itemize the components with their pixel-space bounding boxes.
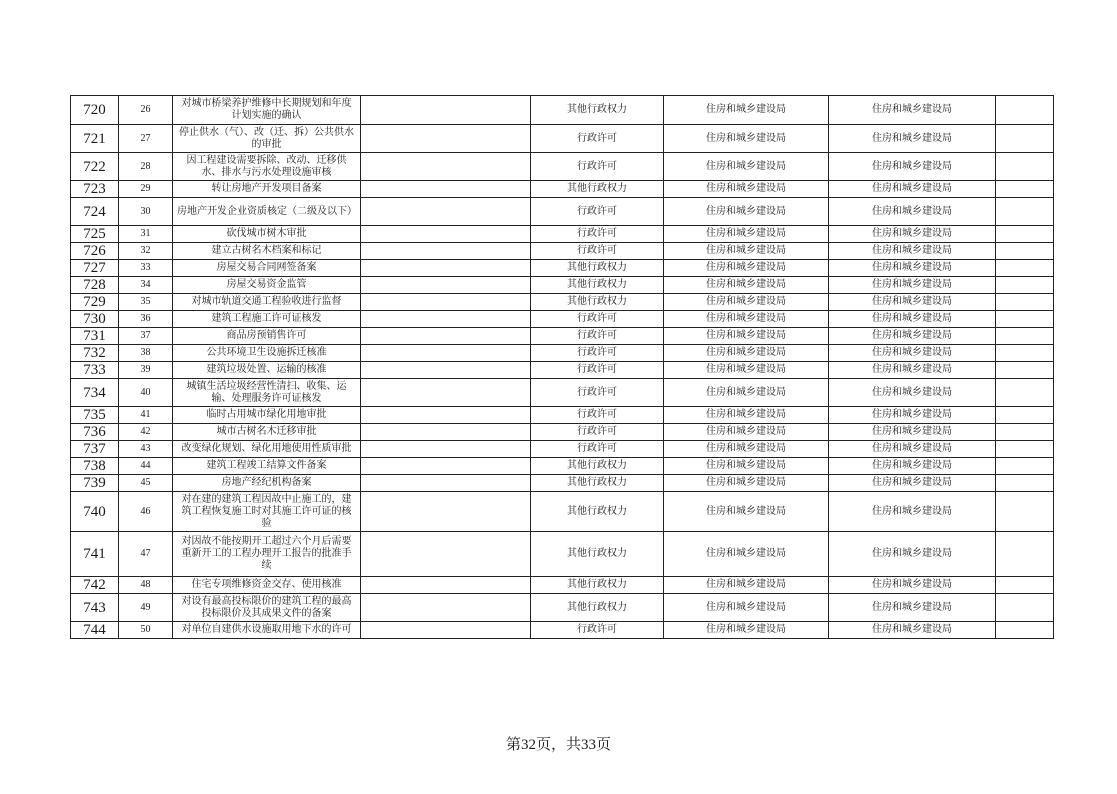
row-power-type: 行政许可 <box>531 311 664 328</box>
row-number: 27 <box>119 125 173 153</box>
table-row <box>71 198 1054 226</box>
row-seq: 724 <box>71 198 119 226</box>
row-number: 36 <box>119 311 173 328</box>
row-number: 44 <box>119 458 173 475</box>
row-item-name: 对设有最高投标限价的建筑工程的最高投标限价及其成果文件的备案 <box>173 594 361 622</box>
page-footer: 第32页，共33页 <box>505 737 611 753</box>
row-blank-cell <box>361 594 531 622</box>
row-seq: 727 <box>71 260 119 277</box>
row-power-type: 其他行政权力 <box>531 577 664 594</box>
row-department: 住房和城乡建设局 <box>664 492 829 532</box>
row-department-2: 住房和城乡建设局 <box>829 345 996 362</box>
row-department: 住房和城乡建设局 <box>664 226 829 243</box>
row-item-name: 城市古树名木迁移审批 <box>173 424 361 441</box>
row-number: 31 <box>119 226 173 243</box>
row-department: 住房和城乡建设局 <box>664 577 829 594</box>
row-department: 住房和城乡建设局 <box>664 181 829 198</box>
row-note <box>996 594 1054 622</box>
row-seq: 733 <box>71 362 119 379</box>
table-row <box>71 424 1054 441</box>
table-row <box>71 243 1054 260</box>
row-seq: 725 <box>71 226 119 243</box>
table-row <box>71 379 1054 407</box>
row-department-2: 住房和城乡建设局 <box>829 594 996 622</box>
table-row <box>71 532 1054 577</box>
row-number: 40 <box>119 379 173 407</box>
row-item-name: 房屋交易合同网签备案 <box>173 260 361 277</box>
row-seq: 736 <box>71 424 119 441</box>
row-department-2: 住房和城乡建设局 <box>829 407 996 424</box>
row-note <box>996 379 1054 407</box>
row-number: 29 <box>119 181 173 198</box>
row-department: 住房和城乡建设局 <box>664 622 829 639</box>
row-number: 46 <box>119 492 173 532</box>
table-row <box>71 125 1054 153</box>
table-row <box>71 260 1054 277</box>
row-department-2: 住房和城乡建设局 <box>829 379 996 407</box>
table-row <box>71 362 1054 379</box>
row-note <box>996 407 1054 424</box>
row-item-name: 建筑垃圾处置、运输的核准 <box>173 362 361 379</box>
row-number: 41 <box>119 407 173 424</box>
row-item-name: 城镇生活垃圾经营性清扫、收集、运输、处理服务许可证核发 <box>173 379 361 407</box>
row-seq: 735 <box>71 407 119 424</box>
row-blank-cell <box>361 458 531 475</box>
row-item-name: 对城市桥梁养护维修中长期规划和年度计划实施的确认 <box>173 96 361 125</box>
row-department-2: 住房和城乡建设局 <box>829 424 996 441</box>
row-power-type: 行政许可 <box>531 622 664 639</box>
row-note <box>996 441 1054 458</box>
row-department-2: 住房和城乡建设局 <box>829 532 996 577</box>
row-item-name: 因工程建设需要拆除、改动、迁移供水、排水与污水处理设施审核 <box>173 153 361 181</box>
table-row <box>71 226 1054 243</box>
row-note <box>996 181 1054 198</box>
row-power-type: 行政许可 <box>531 125 664 153</box>
table-row <box>71 96 1054 125</box>
row-seq: 740 <box>71 492 119 532</box>
row-power-type: 其他行政权力 <box>531 96 664 125</box>
row-department-2: 住房和城乡建设局 <box>829 181 996 198</box>
row-seq: 737 <box>71 441 119 458</box>
row-department: 住房和城乡建设局 <box>664 311 829 328</box>
row-seq: 731 <box>71 328 119 345</box>
row-department-2: 住房和城乡建设局 <box>829 441 996 458</box>
table-row <box>71 475 1054 492</box>
row-department-2: 住房和城乡建设局 <box>829 96 996 125</box>
row-blank-cell <box>361 407 531 424</box>
table-row <box>71 153 1054 181</box>
row-seq: 732 <box>71 345 119 362</box>
row-blank-cell <box>361 181 531 198</box>
row-department: 住房和城乡建设局 <box>664 475 829 492</box>
row-department: 住房和城乡建设局 <box>664 260 829 277</box>
row-note <box>996 328 1054 345</box>
row-seq: 741 <box>71 532 119 577</box>
row-department-2: 住房和城乡建设局 <box>829 294 996 311</box>
row-seq: 720 <box>71 96 119 125</box>
row-department: 住房和城乡建设局 <box>664 294 829 311</box>
row-note <box>996 198 1054 226</box>
row-note <box>996 153 1054 181</box>
row-department-2: 住房和城乡建设局 <box>829 475 996 492</box>
table-row <box>71 294 1054 311</box>
row-number: 33 <box>119 260 173 277</box>
table-row <box>71 345 1054 362</box>
row-department: 住房和城乡建设局 <box>664 153 829 181</box>
row-power-type: 其他行政权力 <box>531 260 664 277</box>
row-number: 37 <box>119 328 173 345</box>
row-department: 住房和城乡建设局 <box>664 243 829 260</box>
row-blank-cell <box>361 277 531 294</box>
row-item-name: 对因故不能按期开工超过六个月后需要重新开工的工程办理开工报告的批准手续 <box>173 532 361 577</box>
row-power-type: 行政许可 <box>531 441 664 458</box>
row-department-2: 住房和城乡建设局 <box>829 622 996 639</box>
table-row <box>71 458 1054 475</box>
row-power-type: 行政许可 <box>531 226 664 243</box>
row-department: 住房和城乡建设局 <box>664 125 829 153</box>
row-note <box>996 260 1054 277</box>
row-number: 47 <box>119 532 173 577</box>
row-note <box>996 532 1054 577</box>
row-department-2: 住房和城乡建设局 <box>829 260 996 277</box>
row-blank-cell <box>361 577 531 594</box>
row-note <box>996 362 1054 379</box>
row-blank-cell <box>361 153 531 181</box>
row-item-name: 对单位自建供水设施取用地下水的许可 <box>173 622 361 639</box>
row-department-2: 住房和城乡建设局 <box>829 198 996 226</box>
row-department: 住房和城乡建设局 <box>664 379 829 407</box>
row-blank-cell <box>361 198 531 226</box>
row-number: 43 <box>119 441 173 458</box>
row-number: 32 <box>119 243 173 260</box>
row-note <box>996 424 1054 441</box>
row-blank-cell <box>361 492 531 532</box>
row-department: 住房和城乡建设局 <box>664 594 829 622</box>
row-item-name: 临时占用城市绿化用地审批 <box>173 407 361 424</box>
table-row <box>71 594 1054 622</box>
row-item-name: 建筑工程竣工结算文件备案 <box>173 458 361 475</box>
row-department: 住房和城乡建设局 <box>664 277 829 294</box>
row-number: 48 <box>119 577 173 594</box>
row-department-2: 住房和城乡建设局 <box>829 458 996 475</box>
row-number: 38 <box>119 345 173 362</box>
table-row <box>71 277 1054 294</box>
row-power-type: 行政许可 <box>531 424 664 441</box>
row-blank-cell <box>361 622 531 639</box>
row-item-name: 改变绿化规划、绿化用地使用性质审批 <box>173 441 361 458</box>
row-power-type: 其他行政权力 <box>531 458 664 475</box>
row-blank-cell <box>361 311 531 328</box>
row-power-type: 行政许可 <box>531 345 664 362</box>
row-department: 住房和城乡建设局 <box>664 458 829 475</box>
table-row <box>71 441 1054 458</box>
table-body <box>71 96 1054 639</box>
row-blank-cell <box>361 424 531 441</box>
row-department: 住房和城乡建设局 <box>664 198 829 226</box>
row-power-type: 其他行政权力 <box>531 475 664 492</box>
row-blank-cell <box>361 328 531 345</box>
row-blank-cell <box>361 532 531 577</box>
row-item-name: 公共环境卫生设施拆迁核准 <box>173 345 361 362</box>
row-item-name: 转让房地产开发项目备案 <box>173 181 361 198</box>
row-power-type: 行政许可 <box>531 198 664 226</box>
row-department: 住房和城乡建设局 <box>664 532 829 577</box>
row-seq: 744 <box>71 622 119 639</box>
row-power-type: 行政许可 <box>531 407 664 424</box>
row-seq: 738 <box>71 458 119 475</box>
row-blank-cell <box>361 125 531 153</box>
row-department: 住房和城乡建设局 <box>664 424 829 441</box>
table-row <box>71 181 1054 198</box>
row-blank-cell <box>361 226 531 243</box>
row-department: 住房和城乡建设局 <box>664 441 829 458</box>
row-seq: 730 <box>71 311 119 328</box>
row-number: 30 <box>119 198 173 226</box>
row-department: 住房和城乡建设局 <box>664 328 829 345</box>
row-note <box>996 294 1054 311</box>
row-item-name: 对城市轨道交通工程验收进行监督 <box>173 294 361 311</box>
row-seq: 743 <box>71 594 119 622</box>
row-number: 49 <box>119 594 173 622</box>
row-power-type: 其他行政权力 <box>531 181 664 198</box>
row-item-name: 住宅专项维修资金交存、使用核准 <box>173 577 361 594</box>
row-department-2: 住房和城乡建设局 <box>829 277 996 294</box>
row-power-type: 其他行政权力 <box>531 294 664 311</box>
row-blank-cell <box>361 475 531 492</box>
row-item-name: 对在建的建筑工程因故中止施工的，建筑工程恢复施工时对其施工许可证的核验 <box>173 492 361 532</box>
row-note <box>996 492 1054 532</box>
row-department: 住房和城乡建设局 <box>664 362 829 379</box>
row-number: 26 <box>119 96 173 125</box>
row-power-type: 行政许可 <box>531 379 664 407</box>
items-table <box>70 95 1054 639</box>
row-number: 28 <box>119 153 173 181</box>
table-row <box>71 328 1054 345</box>
row-power-type: 其他行政权力 <box>531 594 664 622</box>
row-number: 50 <box>119 622 173 639</box>
row-number: 45 <box>119 475 173 492</box>
row-seq: 734 <box>71 379 119 407</box>
row-power-type: 其他行政权力 <box>531 492 664 532</box>
row-blank-cell <box>361 243 531 260</box>
row-power-type: 行政许可 <box>531 328 664 345</box>
row-seq: 723 <box>71 181 119 198</box>
row-seq: 728 <box>71 277 119 294</box>
row-seq: 726 <box>71 243 119 260</box>
row-power-type: 其他行政权力 <box>531 277 664 294</box>
row-item-name: 建立古树名木档案和标记 <box>173 243 361 260</box>
row-department: 住房和城乡建设局 <box>664 96 829 125</box>
row-department-2: 住房和城乡建设局 <box>829 311 996 328</box>
row-seq: 739 <box>71 475 119 492</box>
row-department: 住房和城乡建设局 <box>664 345 829 362</box>
row-note <box>996 125 1054 153</box>
row-number: 34 <box>119 277 173 294</box>
row-department-2: 住房和城乡建设局 <box>829 243 996 260</box>
row-seq: 722 <box>71 153 119 181</box>
row-note <box>996 577 1054 594</box>
row-blank-cell <box>361 260 531 277</box>
row-department-2: 住房和城乡建设局 <box>829 492 996 532</box>
row-blank-cell <box>361 294 531 311</box>
row-note <box>996 475 1054 492</box>
row-department-2: 住房和城乡建设局 <box>829 125 996 153</box>
table-row <box>71 311 1054 328</box>
row-blank-cell <box>361 96 531 125</box>
row-blank-cell <box>361 362 531 379</box>
row-item-name: 停止供水（气）、改（迁、拆）公共供水的审批 <box>173 125 361 153</box>
table-row <box>71 407 1054 424</box>
row-item-name: 房地产开发企业资质核定（二级及以下） <box>173 198 361 226</box>
row-note <box>996 458 1054 475</box>
row-note <box>996 311 1054 328</box>
row-power-type: 行政许可 <box>531 153 664 181</box>
row-seq: 742 <box>71 577 119 594</box>
row-note <box>996 345 1054 362</box>
row-blank-cell <box>361 379 531 407</box>
row-number: 42 <box>119 424 173 441</box>
row-number: 35 <box>119 294 173 311</box>
row-department: 住房和城乡建设局 <box>664 407 829 424</box>
row-department-2: 住房和城乡建设局 <box>829 577 996 594</box>
row-blank-cell <box>361 441 531 458</box>
row-item-name: 商品房预销售许可 <box>173 328 361 345</box>
row-department-2: 住房和城乡建设局 <box>829 328 996 345</box>
row-seq: 721 <box>71 125 119 153</box>
table-row <box>71 622 1054 639</box>
row-blank-cell <box>361 345 531 362</box>
row-power-type: 其他行政权力 <box>531 532 664 577</box>
row-note <box>996 226 1054 243</box>
row-item-name: 建筑工程施工许可证核发 <box>173 311 361 328</box>
row-item-name: 砍伐城市树木审批 <box>173 226 361 243</box>
row-power-type: 行政许可 <box>531 243 664 260</box>
row-note <box>996 243 1054 260</box>
table-row <box>71 577 1054 594</box>
row-item-name: 房地产经纪机构备案 <box>173 475 361 492</box>
row-seq: 729 <box>71 294 119 311</box>
row-department-2: 住房和城乡建设局 <box>829 226 996 243</box>
row-note <box>996 96 1054 125</box>
row-number: 39 <box>119 362 173 379</box>
row-department-2: 住房和城乡建设局 <box>829 362 996 379</box>
row-department-2: 住房和城乡建设局 <box>829 153 996 181</box>
row-power-type: 行政许可 <box>531 362 664 379</box>
table-row <box>71 492 1054 532</box>
row-note <box>996 277 1054 294</box>
row-note <box>996 622 1054 639</box>
row-item-name: 房屋交易资金监管 <box>173 277 361 294</box>
